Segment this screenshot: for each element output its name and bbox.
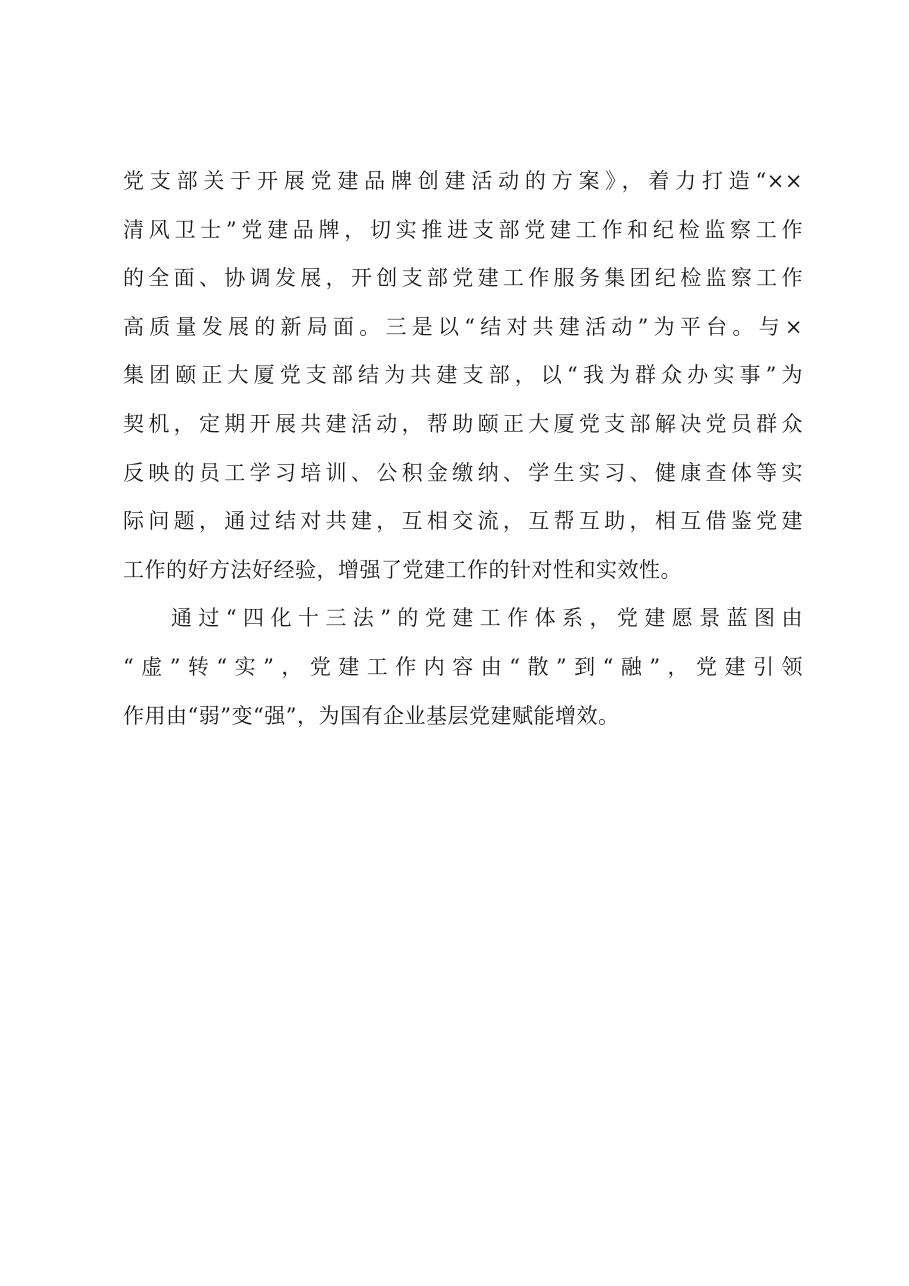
text-line: 契机，定期开展共建活动，帮助颐正大厦党支部解决党员群众: [123, 411, 803, 436]
text-line: 的全面、协调发展，开创支部党建工作服务集团纪检监察工作: [123, 266, 803, 291]
text-line: 通过“四化十三法”的党建工作体系，党建愿景蓝图由: [171, 606, 803, 631]
paragraph-1: [123, 157, 803, 594]
text-line: 工作的好方法好经验，增强了党建工作的针对性和实效性。: [123, 557, 682, 582]
paragraph-2: [123, 594, 803, 740]
text-line: 集团颐正大厦党支部结为共建支部，以“我为群众办实事”为: [123, 363, 803, 388]
text-line: 清风卫士”党建品牌，切实推进支部党建工作和纪检监察工作: [123, 217, 803, 242]
text-line: 作用由“弱”变“强”，为国有企业基层党建赋能增效。: [123, 703, 620, 728]
body-text: [123, 157, 803, 740]
text-line: 反映的员工学习培训、公积金缴纳、学生实习、健康查体等实: [123, 460, 803, 485]
text-line: 际问题，通过结对共建，互相交流，互帮互助，相互借鉴党建: [123, 509, 803, 534]
text-line: 党支部关于开展党建品牌创建活动的方案》，着力打造“××: [123, 169, 803, 193]
text-line: 高质量发展的新局面。三是以“结对共建活动”为平台。与×: [123, 314, 803, 339]
text-line: “虚”转“实”，党建工作内容由“散”到“融”，党建引领: [123, 654, 803, 679]
